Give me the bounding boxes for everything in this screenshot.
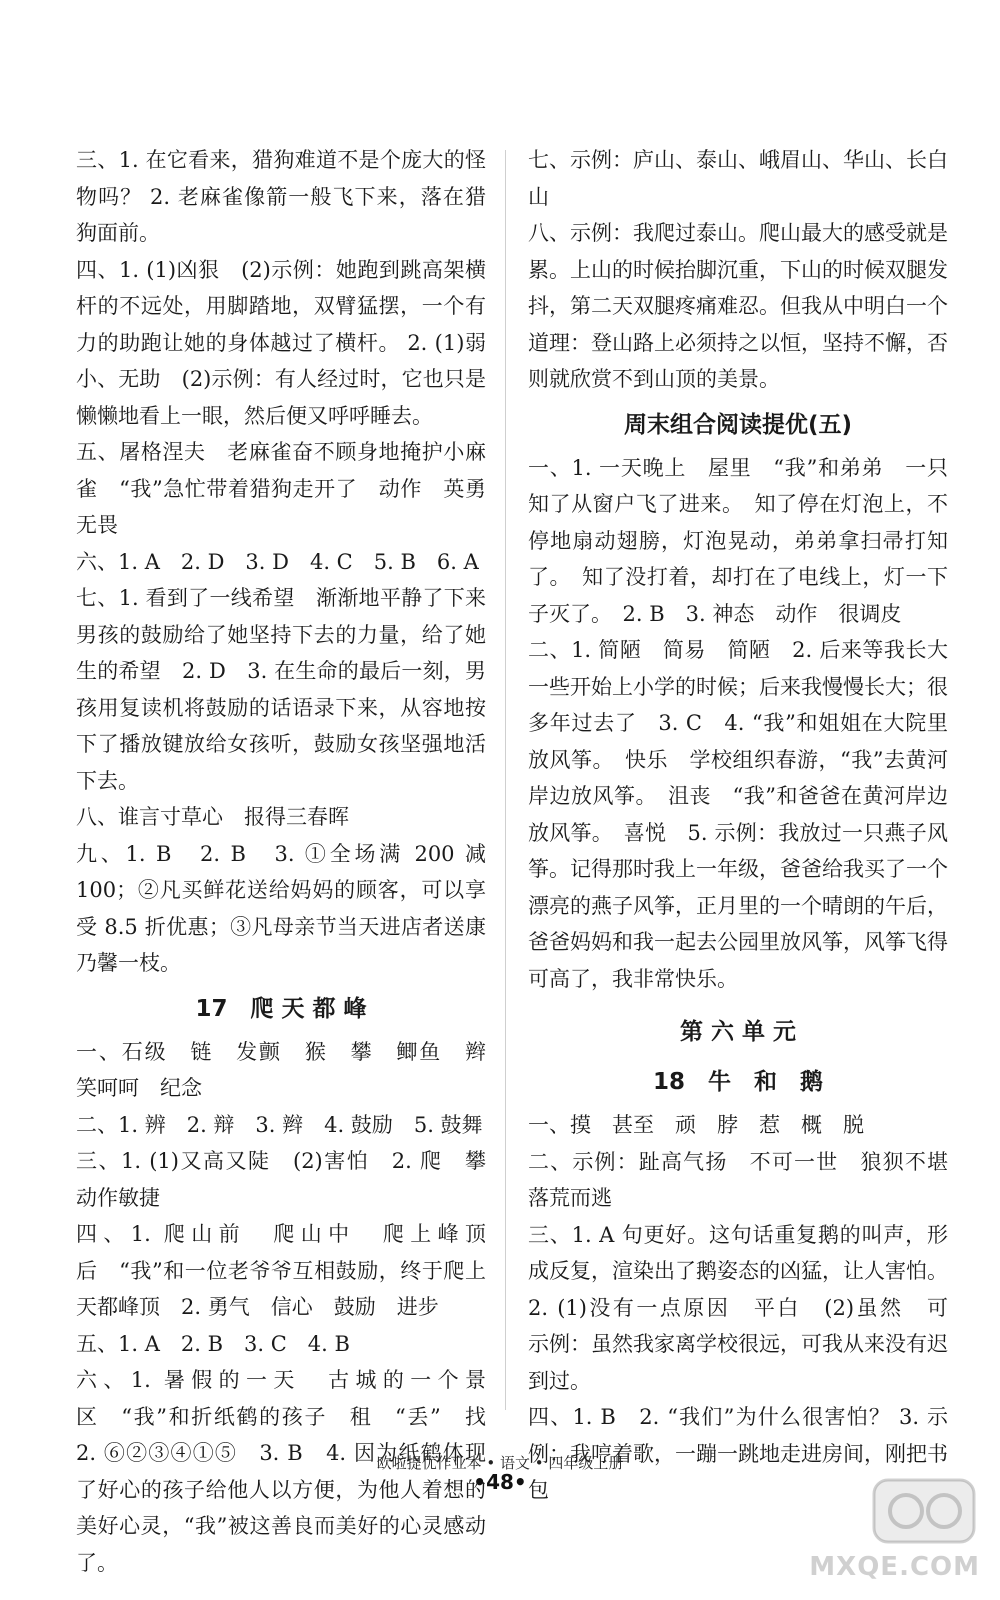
unit-6-title: 第 六 单 元 [679,1019,797,1045]
watermark-text: MXQE.COM [809,1552,980,1582]
answer-section-5: 五、屠格涅夫 老麻雀奋不顾身地掩护小麻雀 “我”急忙带着猎狗走开了 动作 英勇无畏 [76,440,486,537]
answer-section-8-right: 八、示例：我爬过泰山。爬山最大的感受就是累。上山的时候抬脚沉重，下山的时候双腿发抖，第二天双腿疼痛难忍。但我从中明白一个道理：登山路上必须持之以恒，坚持不懈，否则就欣赏不到山顶的美景。 [528,221,948,391]
watermark-logo [756,1472,986,1582]
lesson-18-section-1: 一、摸 甚至 顽 脖 惹 概 脱 [528,1113,864,1137]
lesson-18-section-4: 四、1. B 2. “我们”为什么很害怕？ 3. 示例：我哼着歌，一蹦一跳地走进房间，刚把书包 [528,1405,948,1502]
lesson-17-section-6: 六、1. 暑假的一天 古城的一个景区 “我”和折纸鹤的孩子 租 “丢” 找 2. ⑥②③④①⑤ 3. B 4. 因为纸鹤体现了好心的孩子给他人以方便，为他人着想的美好心灵，“我”被这善良而美好的心灵感动了。 [76,1368,507,1575]
footer-book-title: 欧啦提优作业本 • 语文 • 四年级上册 [376,1454,624,1472]
weekend-section-2: 二、1. 简陋 简易 简陋 2. 后来等我长大一些开始上小学的时候；后来我慢慢长大；很多年过去了 3. C 4. “我”和姐姐在大院里放风筝。 快乐 学校组织春游，“我”去黄河岸边放风筝。 沮丧 “我”和爸爸在黄河岸边放风筝。 喜悦 5. 示例：我放过一只燕子风筝。记得那时我上一年级，爸爸给我买了一个漂亮的燕子风筝，正月里的一个晴朗的午后，爸爸妈妈和我一起去公园里放风筝，风筝飞得可高了，我非常快乐。 [528,638,948,991]
lesson-17-section-4: 四、1. 爬山前 爬山中 爬上峰顶后 “我”和一位老爷爷互相鼓励，终于爬上天都峰顶 2. 勇气 信心 鼓励 进步 [76,1222,486,1319]
lesson-17-section-5: 五、1. A 2. B 3. C 4. B [76,1331,350,1356]
lesson-17-section-3: 三、1. (1)又高又陡 (2)害怕 2. 爬 攀 动作敏捷 [76,1149,507,1210]
weekend-reading-title: 周末组合阅读提优(五) [623,411,853,438]
answer-section-9: 九、1. B 2. B 3. ①全场满 200 减 100；②凡买鲜花送给妈妈的顾客，可以享受 8.5 折优惠；③凡母亲节当天进店者送康乃馨一枝。 [76,841,486,975]
right-column [528,142,969,1509]
lesson-17-title: 17 爬 天 都 峰 [195,995,367,1022]
answer-section-6: 六、1. A 2. D 3. D 4. C 5. B 6. A [76,549,479,574]
weekend-section-1: 一、1. 一天晚上 屋里 “我”和弟弟 一只知了从窗户飞了进来。 知了停在灯泡上，不停地扇动翅膀，灯泡晃动，弟弟拿扫帚打知了。 知了没打着，却打在了电线上，灯一下子灭了。 2. B 3. 神态 动作 很调皮 [528,455,948,626]
lesson-17-section-2: 二、1. 辨 2. 辩 3. 辫 4. 鼓励 5. 鼓舞 [76,1112,483,1137]
lesson-18-section-3: 三、1. A 句更好。这句话重复鹅的叫声，形成反复，渲染出了鹅姿态的凶猛，让人害怕。 2. (1)没有一点原因 平白 (2)虽然 可 示例：虽然我家离学校很远，可我从来没有迟到过。 [528,1222,969,1393]
answer-section-3: 三、1. 在它看来，猎狗难道不是个庞大的怪物吗？ 2. 老麻雀像箭一般飞下来，落在猎狗面前。 [76,148,486,245]
answer-section-7: 七、1. 看到了一线希望 渐渐地平静了下来 男孩的鼓励给了她坚持下去的力量，给了她生的希望 2. D 3. 在生命的最后一刻，男孩用复读机将鼓励的话语录下来，从容地按下了播放键放给女孩听，鼓励女孩坚强地活下去。 [76,586,507,793]
column-divider [505,150,506,1410]
answer-section-8: 八、谁言寸草心 报得三春晖 [76,805,349,829]
answer-section-7-right: 七、示例：庐山、泰山、峨眉山、华山、长白山 [528,148,948,209]
lesson-18-title: 18 牛 和 鹅 [652,1069,823,1095]
lesson-18-section-2: 二、示例：趾高气扬 不可一世 狼狈不堪 落荒而逃 [528,1149,969,1210]
answer-section-4: 四、1. (1)凶狠 (2)示例：她跑到跳高架横杆的不远处，用脚踏地，双臂猛摆，一个有力的助跑让她的身体越过了横杆。 2. (1)弱小、无助 (2)示例：有人经过时，它也只是懒懒地看上一眼，然后便又呼呼睡去。 [76,257,486,428]
page-number: •48• [473,1470,527,1494]
lesson-17-section-1: 一、石级 链 发颤 猴 攀 鲫鱼 辫 笑呵呵 纪念 [76,1039,507,1100]
